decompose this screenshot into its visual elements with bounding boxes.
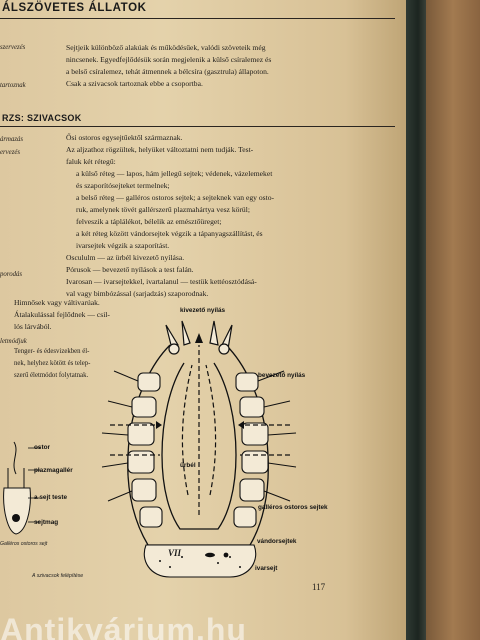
text-line: Ősi ostoros egysejtűektől származnak. [66,133,183,142]
margin-note: porodás [0,271,23,278]
label-osculum: kivezető nyílás [180,307,226,314]
inset-label-cell-body: a sejt teste [34,494,68,501]
text-line: a belső csíralemez, tehát átmennek a bélcsíra (gasztrula) állapoton. [66,67,269,76]
left-note: lós lárvából. [14,322,52,331]
book-spine [406,0,426,640]
inset-label-flagellum: ostor [34,444,50,451]
heading-rule [0,18,395,19]
text-line: nincsenek. Egyedfejlődésük során megjelenik a külső csíralemez és [66,55,272,64]
text-line: a belső réteg — galléros ostoros sejtek; a sejteknek van egy osto- [76,193,275,202]
habitat-line: nek, helyhez kötött és telep- [14,360,91,367]
inset-label-collar: plazmagallér [34,467,73,474]
label-cavity: ürbél [180,462,196,469]
text-line: felveszik a táplálékot, bélelik az emésztőüreget; [76,217,222,226]
section-heading-alszovetes: ÁLSZÖVETES ÁLLATOK [2,2,147,14]
margin-note: letmódjuk [0,338,27,345]
habitat-line: szerű életmódot folytatnak. [14,372,89,379]
text-line: Ivarosan — ivarsejtekkel, ivartalanul — testük kettéosztódásá- [66,277,257,286]
text-line: val vagy bimbózással (sarjadzás) szaporodnak. [66,289,209,298]
habitat-line: Tenger- és édesvizekben él- [14,348,90,355]
text-line: Csak a szivacsok tartoznak ebbe a csoportba. [66,79,203,88]
inset-caption: Galléros ostoros sejt [0,541,48,547]
text-line: és szaporítósejteket termelnek; [76,181,170,190]
margin-note: ervezés [0,149,21,156]
label-gamete: ivarsejt [255,565,278,572]
text-line: a két réteg között vándorsejtek végzik a tápanyagszállítást, és [76,229,263,238]
inset-leader-lines [28,440,48,530]
text-line: Az aljzathoz rögzültek, helyüket változtatni nem tudják. Test- [66,145,254,154]
table-surface [426,0,480,640]
text-line: ruk, amelynek tövét gallérszerű plazmahártya vesz körül; [76,205,250,214]
label-wandering-cells: vándorsejtek [257,538,297,545]
left-note: Átalakulással fejlődnek — csil- [14,310,110,319]
text-line: Pórusok — bevezető nyílások a test falán. [66,265,194,274]
section-heading-szivacsok: RZS: SZIVACSOK [2,113,82,123]
left-note: Himnősek vagy váltivarúak. [14,298,100,307]
heading-rule [0,126,395,127]
margin-note: szervezés [0,44,26,51]
text-line: faluk két rétegű: [66,157,116,166]
text-line: Sejtjeik különböző alakúak és működésűek, valódi szöveteik még [66,43,266,52]
text-line: Oscululm — az ürbél kivezető nyílása. [66,253,185,262]
diagram-caption: A szivacsok felépítése [32,573,84,579]
inset-label-nucleus: sejtmag [34,519,59,526]
margin-note: ármazás [0,136,24,143]
label-vii: VII [168,548,182,558]
margin-note: tartoznak [0,82,26,89]
text-line: ivarsejtek végzik a szaporítást. [76,241,170,250]
page-number: 117 [312,582,326,592]
text-line: a külső réteg — lapos, hám jellegű sejtek; védenek, vázelemeket [76,169,273,178]
watermark-text: Antikvárium.hu [0,612,247,640]
label-collar-cells: galléros ostoros sejtek [258,504,328,511]
label-pore: bevezető nyílás [258,372,306,379]
